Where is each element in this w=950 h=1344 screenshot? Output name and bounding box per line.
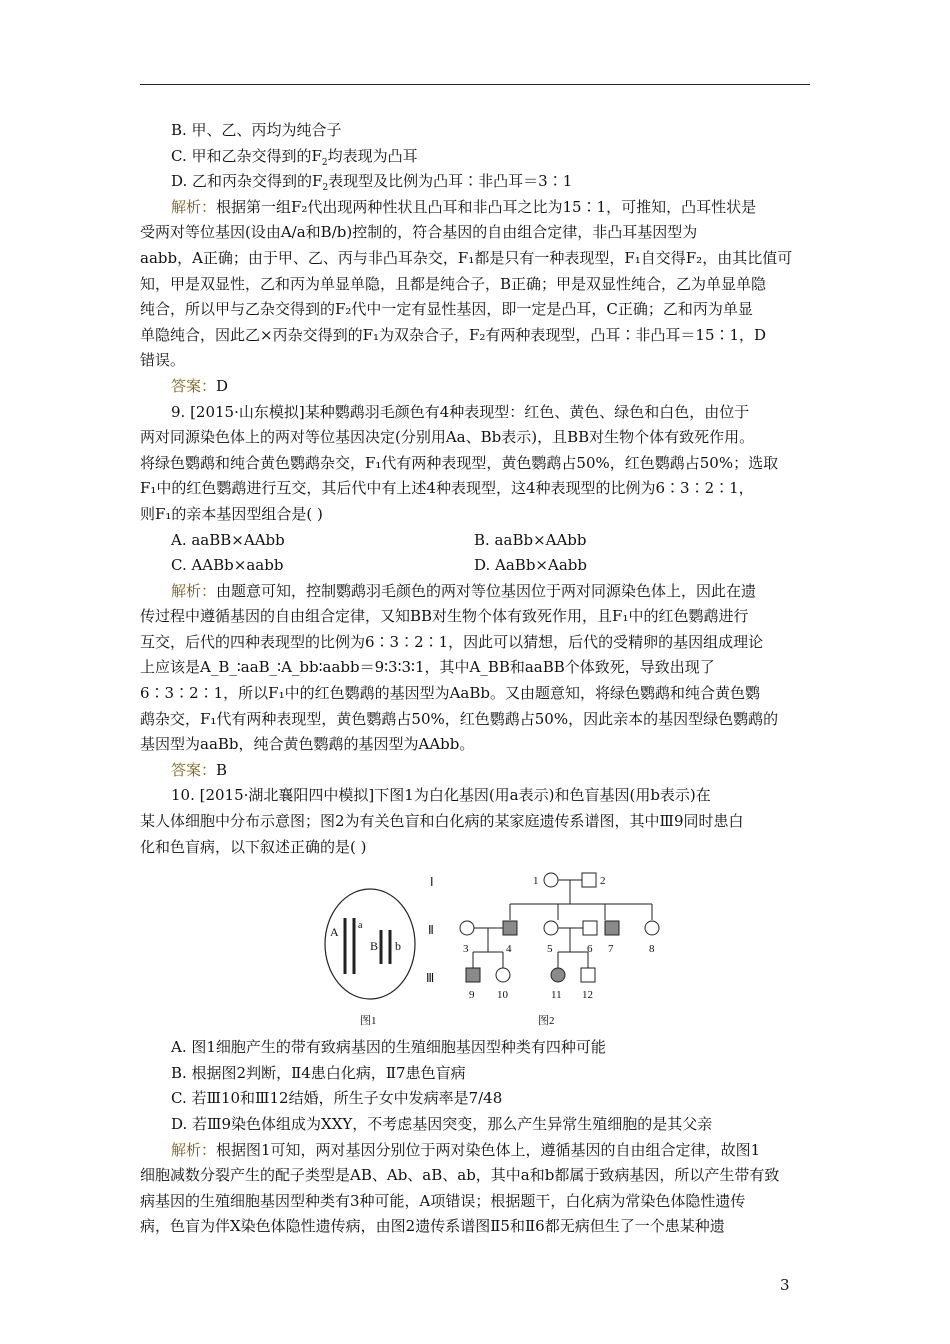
q8-option-d: D. 乙和丙杂交得到的$F_2$表现型及比例为凸耳∶非凸耳＝3∶1 (171, 172, 573, 194)
q10-option-a: A. 图1细胞产生的带有致病基因的生殖细胞基因型种类有四种可能 (171, 1038, 606, 1057)
svg-text:9: 9 (469, 989, 475, 1002)
q8-answer: 答案：D (171, 376, 229, 395)
page-number: 3 (780, 1276, 790, 1294)
q10-stem: 10. [2015·湖北襄阳四中模拟]下图1为白化基因(用a表示)和色盲基因(用b表示)在 某人体细胞中分布示意图；图2为有关色盲和白化病的某家庭遗传系谱图，其中Ⅲ9同时患白 化和色盲病，以下叙述正确的是( ) (140, 786, 744, 856)
page-content (140, 118, 810, 1240)
q9-stem: 9. [2015·山东模拟]某种鹦鹉羽毛颜色有4种表现型：红色、黄色、绿色和白色，由位于 两对同源染色体上的两对等位基因决定(分别用Aa、Bb表示)，且BB对生物个体有致死作用。 将绿色鹦鹉和纯合黄色鹦鹉杂交，F₁代有两种表现型，黄色鹦鹉占50%，红色鹦鹉占50%；选取 F₁中的红色鹦鹉进行互交，其后代中有上述4种表现型，这4种表现型的比例为6∶3∶2∶1， 则F₁的亲本基因型组合是( ) (140, 402, 779, 523)
q10-option-c: C. 若Ⅲ10和Ⅲ12结婚，所生子女中发病率是7/48 (171, 1089, 503, 1108)
individual-4-male-affected (503, 921, 517, 935)
analysis-label: 解析： (171, 1140, 217, 1159)
individual-1-female (544, 873, 558, 887)
gen-label-II: Ⅱ (428, 923, 434, 938)
individual-11-female-affected (551, 968, 565, 982)
individual-8-female (645, 921, 659, 935)
individual-6-male (583, 921, 597, 935)
svg-text:5: 5 (547, 943, 553, 956)
gen-label-I: Ⅰ (430, 875, 434, 890)
q8-option-b: B. 甲、乙、丙均为纯合子 (171, 121, 342, 139)
individual-2-male (582, 873, 596, 887)
svg-text:2: 2 (600, 875, 606, 888)
q9-options-row1 (140, 528, 810, 554)
analysis-label: 解析： (171, 581, 217, 600)
q10-figure (140, 864, 810, 1029)
svg-text:1: 1 (533, 875, 539, 888)
cell-letter-b: b (395, 939, 401, 954)
individual-12-male (581, 968, 595, 982)
svg-text:3: 3 (463, 943, 469, 956)
header-rule (140, 84, 810, 85)
svg-text:4: 4 (506, 943, 512, 956)
cell-letter-B: B (370, 939, 379, 954)
analysis-label: 解析： (171, 197, 217, 216)
svg-text:12: 12 (582, 989, 593, 1002)
q9-option-b: B. aaBb×AAbb (474, 530, 587, 549)
cell-letter-A: A (330, 925, 339, 940)
figure2-caption: 图2 (538, 1015, 555, 1028)
svg-text:8: 8 (649, 943, 655, 956)
q10-option-b: B. 根据图2判断，Ⅱ4患白化病，Ⅱ7患色盲病 (171, 1063, 466, 1082)
q8-analysis: 解析：根据第一组F₂代出现两种性状且凸耳和非凸耳之比为15∶1，可推知，凸耳性状是 受两对等位基因(设由A/a和B/b)控制的，符合基因的自由组合定律，非凸耳基因型为 aabb，A正确；由于甲、乙、丙与非凸耳杂交，F₁都是只有一种表现型，F₁自交得F₂，由其比值可 知，甲是双显性，乙和丙为单显单隐，且都是纯合子，B正确；甲是双显性纯合，乙为单显单隐 纯合，所以甲与乙杂交得到的F₂代中一定有显性基因，即一定是凸耳，C正确；乙和丙为单显 单隐纯合，因此乙×丙杂交得到的F₁为双杂合子，F₂有两种表现型，凸耳∶非凸耳＝15∶1，D 错误。 (140, 197, 793, 370)
individual-9-male-affected (466, 968, 480, 982)
individual-3-female (460, 921, 474, 935)
svg-text:6: 6 (587, 943, 593, 956)
individual-7-male-affected (605, 921, 619, 935)
q10-analysis: 解析：根据图1可知，两对基因分别位于两对染色体上，遵循基因的自由组合定律，故图1 细胞减数分裂产生的配子类型是AB、Ab、aB、ab，其中a和b都属于致病基因，所以产生带有致 病基因的生殖细胞基因型种类有3种可能，A项错误；根据题干，白化病为常染色体隐性遗传 病，色盲为伴X染色体隐性遗传病，由图2遗传系谱图Ⅱ5和Ⅱ6都无病但生了一个患某种遗 (140, 1140, 780, 1236)
q10-option-d: D. 若Ⅲ9染色体组成为XXY，不考虑基因突变，那么产生异常生殖细胞的是其父亲 (171, 1115, 713, 1133)
q9-analysis: 解析：由题意可知，控制鹦鹉羽毛颜色的两对等位基因位于两对同源染色体上，因此在遗 传过程中遵循基因的自由组合定律，又知BB对生物个体有致死作用，且F₁中的红色鹦鹉进行 互交，后代的四种表现型的比例为6∶3∶2∶1，因此可以猜想，后代的受精卵的基因组成理论 上应该是A_B_∶aaB_∶A_bb∶aabb＝9∶3∶3∶1，其中A_BB和aaBB个体致死，导致出现了 6∶3∶2∶1，所以F₁中的红色鹦鹉的基因型为AaBb。又由题意知，将绿色鹦鹉和纯合黄色鹦 鹉杂交，F₁代有两种表现型，黄色鹦鹉占50%，红色鹦鹉占50%，因此亲本的基因型绿色鹦鹉的 基因型为aaBb，纯合黄色鹦鹉的基因型为AAbb。 (140, 581, 779, 754)
pedigree-lines (473, 880, 652, 968)
q9-answer: 答案：B (171, 760, 228, 779)
q9-option-a: A. aaBB×AAbb (171, 530, 285, 549)
q9-options-row2 (140, 553, 810, 579)
individual-5-female (544, 921, 558, 935)
figure-svg (140, 864, 810, 1029)
q9-option-d: D. AaBb×Aabb (474, 556, 587, 575)
cell-letter-a: a (358, 920, 363, 932)
gen-label-III: Ⅲ (426, 971, 435, 986)
figure1-caption: 图1 (360, 1015, 377, 1028)
svg-text:7: 7 (608, 943, 614, 956)
q9-option-c: C. AABb×aabb (171, 556, 284, 575)
individual-10-female (496, 968, 510, 982)
svg-text:11: 11 (551, 989, 562, 1002)
svg-text:10: 10 (497, 989, 508, 1002)
q8-option-c: C. 甲和乙杂交得到的$F_2$均表现为凸耳 (171, 146, 418, 168)
